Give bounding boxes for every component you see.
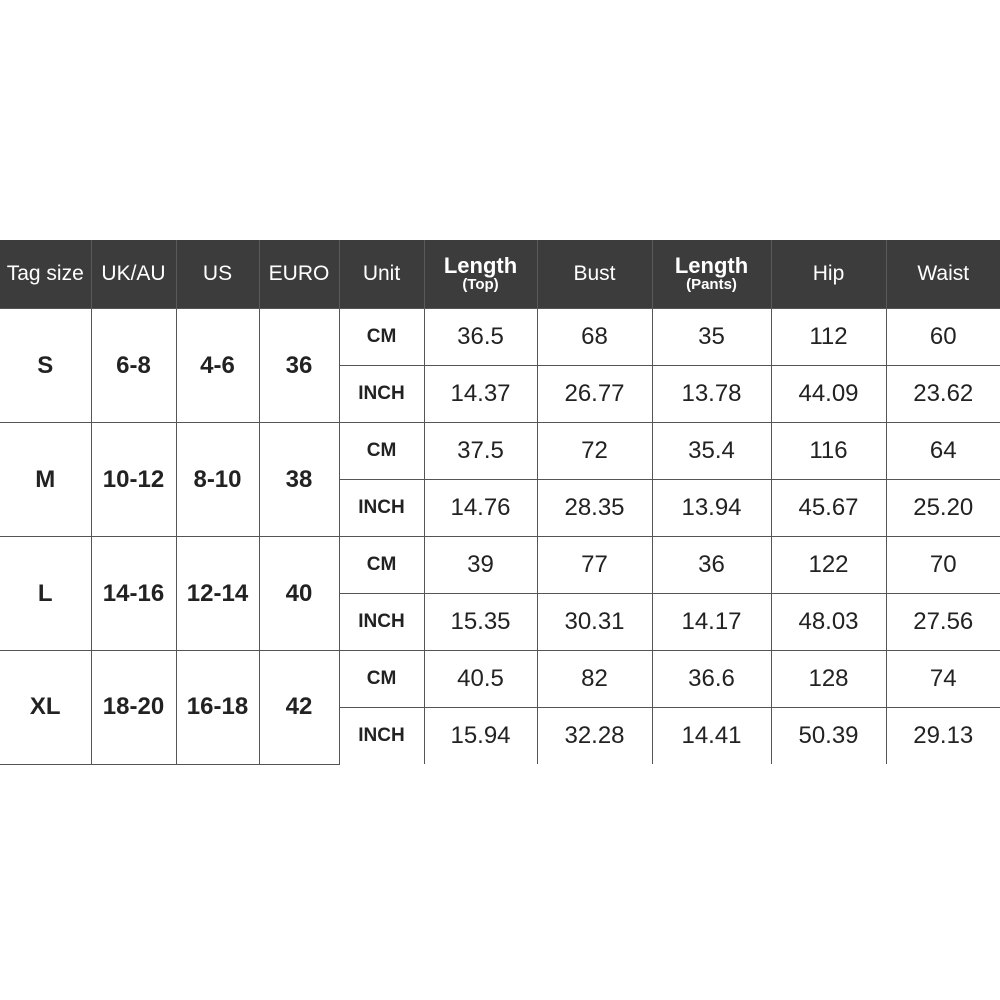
header-hip: Hip [771, 240, 886, 309]
unit-cell: INCH [339, 594, 424, 651]
bust-cell: 82 [537, 651, 652, 708]
waist-cell: 27.56 [886, 594, 1000, 651]
table-row [0, 309, 1000, 366]
bust-cell: 26.77 [537, 366, 652, 423]
length-top-cell: 15.94 [424, 708, 537, 765]
unit-cell: CM [339, 537, 424, 594]
length-pants-cell: 36 [652, 537, 771, 594]
header-uk-au: UK/AU [91, 240, 176, 309]
bust-cell: 77 [537, 537, 652, 594]
euro-cell: 40 [259, 537, 339, 651]
us-cell: 8-10 [176, 423, 259, 537]
tag-size-cell: S [0, 309, 91, 423]
us-cell: 12-14 [176, 537, 259, 651]
hip-cell: 48.03 [771, 594, 886, 651]
hip-cell: 128 [771, 651, 886, 708]
length-top-cell: 14.76 [424, 480, 537, 537]
length-pants-cell: 13.94 [652, 480, 771, 537]
size-chart-table [0, 240, 1000, 765]
length-pants-cell: 36.6 [652, 651, 771, 708]
table-row [0, 651, 1000, 708]
header-length-top: Length (Top) [424, 240, 537, 309]
header-waist: Waist [886, 240, 1000, 309]
length-top-cell: 37.5 [424, 423, 537, 480]
header-bust: Bust [537, 240, 652, 309]
unit-cell: CM [339, 309, 424, 366]
euro-cell: 38 [259, 423, 339, 537]
uk-au-cell: 6-8 [91, 309, 176, 423]
length-pants-cell: 14.17 [652, 594, 771, 651]
length-top-cell: 36.5 [424, 309, 537, 366]
length-pants-cell: 14.41 [652, 708, 771, 765]
header-row [0, 240, 1000, 309]
length-top-cell: 14.37 [424, 366, 537, 423]
bust-cell: 72 [537, 423, 652, 480]
length-pants-cell: 35.4 [652, 423, 771, 480]
waist-cell: 25.20 [886, 480, 1000, 537]
table-row [0, 423, 1000, 480]
bust-cell: 68 [537, 309, 652, 366]
header-us: US [176, 240, 259, 309]
length-pants-cell: 35 [652, 309, 771, 366]
hip-cell: 45.67 [771, 480, 886, 537]
waist-cell: 60 [886, 309, 1000, 366]
waist-cell: 64 [886, 423, 1000, 480]
uk-au-cell: 14-16 [91, 537, 176, 651]
waist-cell: 74 [886, 651, 1000, 708]
hip-cell: 112 [771, 309, 886, 366]
bust-cell: 30.31 [537, 594, 652, 651]
tag-size-cell: M [0, 423, 91, 537]
waist-cell: 29.13 [886, 708, 1000, 765]
unit-cell: INCH [339, 480, 424, 537]
waist-cell: 23.62 [886, 366, 1000, 423]
length-top-cell: 39 [424, 537, 537, 594]
us-cell: 16-18 [176, 651, 259, 765]
tag-size-cell: L [0, 537, 91, 651]
euro-cell: 36 [259, 309, 339, 423]
header-tag-size: Tag size [0, 240, 91, 309]
header-euro: EURO [259, 240, 339, 309]
uk-au-cell: 18-20 [91, 651, 176, 765]
us-cell: 4-6 [176, 309, 259, 423]
bust-cell: 28.35 [537, 480, 652, 537]
unit-cell: INCH [339, 366, 424, 423]
header-unit: Unit [339, 240, 424, 309]
unit-cell: CM [339, 423, 424, 480]
euro-cell: 42 [259, 651, 339, 765]
hip-cell: 50.39 [771, 708, 886, 765]
uk-au-cell: 10-12 [91, 423, 176, 537]
tag-size-cell: XL [0, 651, 91, 765]
waist-cell: 70 [886, 537, 1000, 594]
unit-cell: CM [339, 651, 424, 708]
length-top-cell: 15.35 [424, 594, 537, 651]
hip-cell: 116 [771, 423, 886, 480]
table-row [0, 537, 1000, 594]
unit-cell: INCH [339, 708, 424, 765]
header-length-pants: Length (Pants) [652, 240, 771, 309]
hip-cell: 44.09 [771, 366, 886, 423]
bust-cell: 32.28 [537, 708, 652, 765]
hip-cell: 122 [771, 537, 886, 594]
length-top-cell: 40.5 [424, 651, 537, 708]
length-pants-cell: 13.78 [652, 366, 771, 423]
